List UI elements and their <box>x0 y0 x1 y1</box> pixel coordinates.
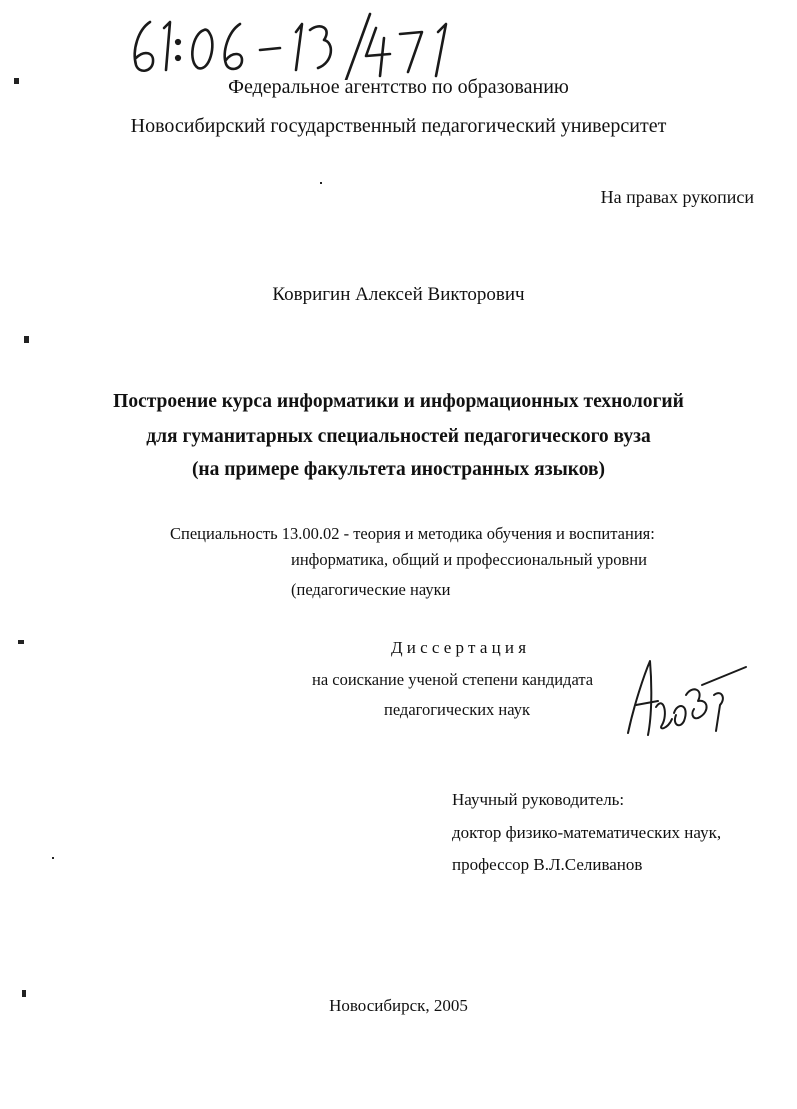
degree-line-1: на соискание ученой степени кандидата <box>312 670 594 689</box>
scan-speck <box>18 640 24 644</box>
agency-name: Федеральное агентство по образованию <box>228 76 569 98</box>
scan-speck <box>22 990 26 997</box>
specialty-line-1: Специальность 13.00.02 - теория и методика обучения и воспитания: <box>170 524 655 543</box>
specialty-line-2: информатика, общий и профессиональный уровни <box>291 550 647 569</box>
title-line-2: для гуманитарных специальностей педагогического вуза <box>146 426 651 447</box>
scan-speck <box>24 336 29 343</box>
scan-speck <box>52 857 54 859</box>
title-line-3: (на примере факультета иностранных языков) <box>191 459 606 480</box>
scan-speck <box>320 182 322 184</box>
handwritten-signature <box>618 655 758 740</box>
dissertation-label: Диссертация <box>391 638 531 657</box>
university-name: Новосибирский государственный педагогический университет <box>130 115 667 137</box>
advisor-degree: доктор физико-математических наук, <box>452 823 722 842</box>
city-year: Новосибирск, 2005 <box>329 996 468 1015</box>
handwritten-registration-code <box>120 10 480 80</box>
specialty-line-3: (педагогические науки <box>291 580 451 599</box>
manuscript-rights-note: На правах рукописи <box>600 187 754 207</box>
scan-speck <box>14 78 19 84</box>
title-line-1: Построение курса информатики и информационных технологий <box>113 391 684 412</box>
advisor-name: профессор В.Л.Селиванов <box>452 855 643 874</box>
author-name: Ковригин Алексей Викторович <box>272 284 525 305</box>
advisor-label: Научный руководитель: <box>452 790 625 809</box>
degree-line-2: педагогических наук <box>384 700 531 719</box>
